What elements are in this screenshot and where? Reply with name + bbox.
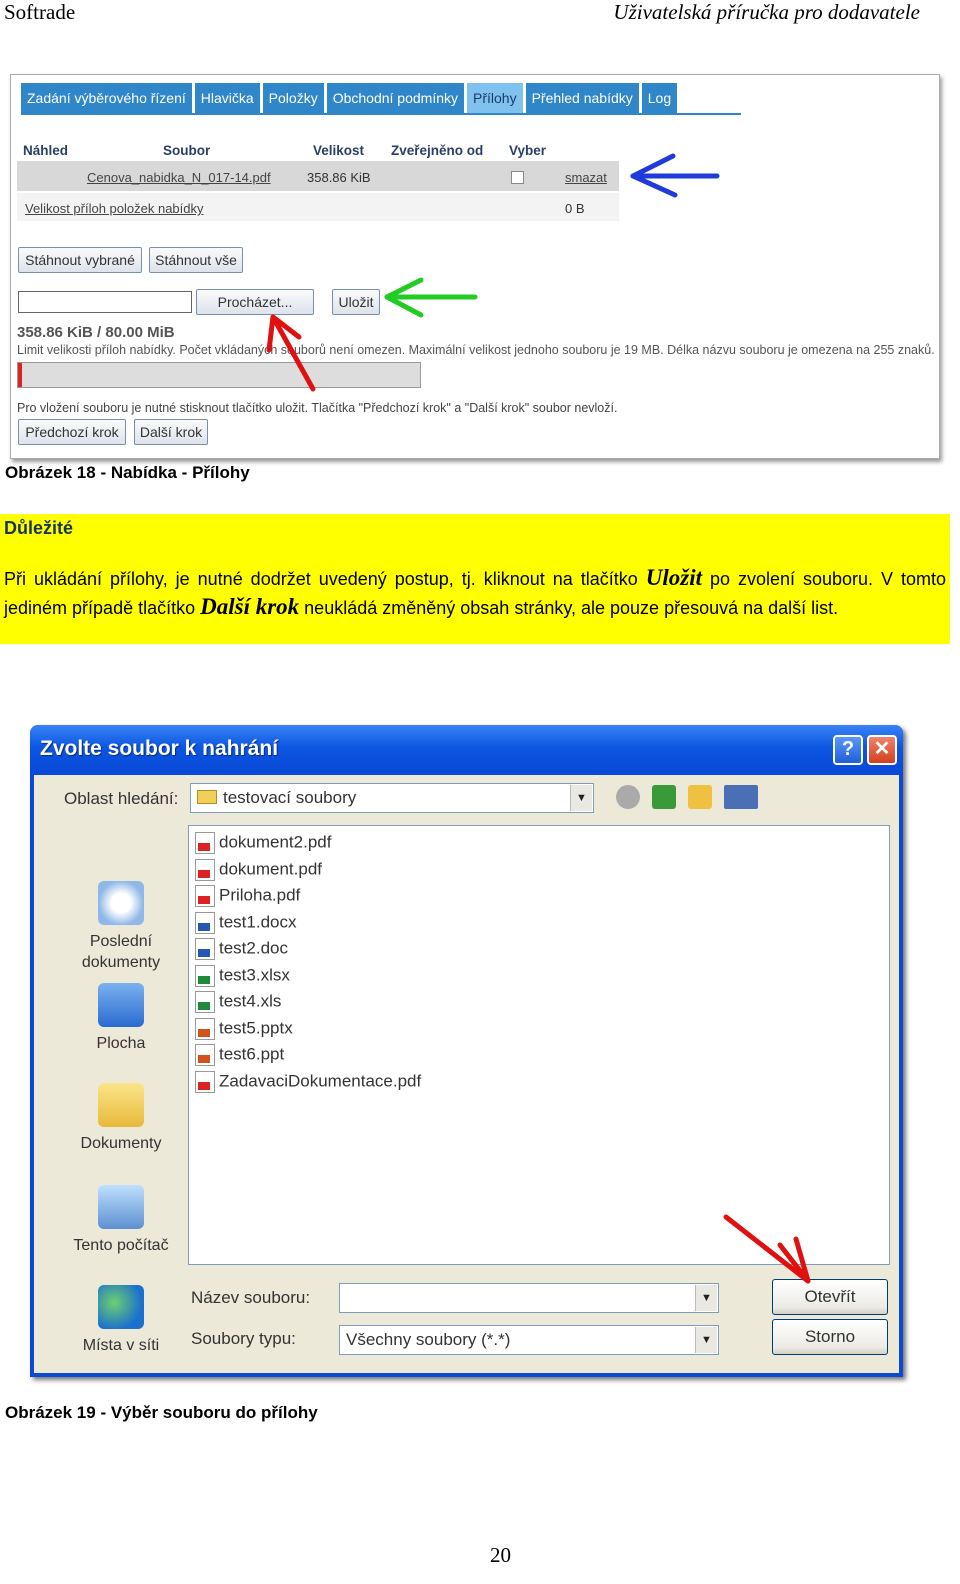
doc-file-icon	[195, 912, 215, 934]
item-attachments-size-link[interactable]: Velikost příloh položek nabídky	[25, 201, 204, 216]
xls-file-icon	[195, 965, 215, 987]
note-title: Důležité	[4, 518, 74, 538]
col-file: Soubor	[163, 143, 211, 158]
place-computer-label: Tento počítač	[73, 1237, 169, 1254]
up-folder-icon[interactable]	[652, 785, 676, 809]
place-recent-label: Poslední dokumenty	[81, 933, 161, 971]
list-item[interactable]	[195, 1071, 421, 1095]
list-item[interactable]	[195, 859, 322, 883]
tab-bar	[21, 83, 677, 113]
previous-step-button[interactable]: Předchozí krok	[18, 419, 126, 445]
place-network-label: Místa v síti	[82, 1337, 160, 1354]
note-text-1: Při ukládání přílohy, je nutné dodržet uvedený postup, tj. kliknout na tlačítko	[4, 569, 646, 589]
green-arrow-icon	[387, 280, 475, 315]
place-desktop[interactable]	[56, 983, 186, 1054]
close-button[interactable]: ✕	[867, 735, 897, 765]
file-name: test4.xls	[219, 991, 282, 1011]
network-icon	[98, 1285, 144, 1329]
place-documents[interactable]	[56, 1083, 186, 1154]
download-selected-button[interactable]: Stáhnout vybrané	[18, 247, 142, 273]
blue-arrow-icon	[633, 156, 717, 195]
filetype-value: Všechny soubory (*.*)	[346, 1330, 511, 1349]
pdf-file-icon	[195, 832, 215, 854]
size-info: 358.86 KiB / 80.00 MiB	[17, 324, 175, 341]
dialog-titlebar[interactable]	[30, 725, 903, 775]
file-name: test6.ppt	[219, 1044, 285, 1064]
cancel-button[interactable]: Storno	[772, 1319, 888, 1355]
filename-label: Název souboru:	[191, 1288, 311, 1307]
list-item[interactable]	[195, 1018, 293, 1042]
note-emphasis-next: Další krok	[200, 594, 300, 619]
next-step-button[interactable]: Další krok	[134, 419, 208, 445]
list-item[interactable]	[195, 938, 288, 962]
file-name: test3.xlsx	[219, 964, 290, 984]
tab-tender[interactable]: Zadání výběrového řízení	[21, 83, 192, 113]
chevron-down-icon[interactable]: ▼	[695, 1327, 717, 1353]
computer-icon	[98, 1185, 144, 1229]
note-body	[4, 564, 946, 622]
place-desktop-label: Plocha	[96, 1035, 146, 1052]
list-item[interactable]	[195, 991, 281, 1015]
col-select: Vyber	[509, 143, 547, 158]
dialog-body	[34, 775, 899, 1373]
pdf-file-icon	[195, 885, 215, 907]
col-published: Zveřejněno od	[391, 143, 484, 158]
figure-caption-19: Obrázek 19 - Výběr souboru do přílohy	[5, 1403, 318, 1422]
ppt-file-icon	[195, 1018, 215, 1040]
note-text-3: neukládá změněný obsah stránky, ale pouze přesouvá na další list.	[299, 598, 839, 618]
place-network[interactable]	[56, 1285, 186, 1356]
file-name: ZadavaciDokumentace.pdf	[219, 1070, 422, 1090]
chevron-down-icon[interactable]: ▼	[570, 785, 592, 811]
tab-overview[interactable]: Přehled nabídky	[526, 83, 639, 113]
important-note	[0, 514, 950, 644]
file-name: test2.doc	[219, 938, 288, 958]
hint-text: Pro vložení souboru je nutné stisknout tlačítko uložit. Tlačítka "Předchozí krok" a "Další krok" soubor nevloží.	[17, 401, 618, 415]
open-button[interactable]: Otevřít	[772, 1279, 888, 1315]
limit-text: Limit velikosti příloh nabídky. Počet vkládaných souborů není omezen. Maximální velikost jednoho souboru je 19 MB. Délka názvu souboru je omezena na 255 znaků.	[17, 343, 935, 357]
file-name: dokument2.pdf	[219, 832, 332, 852]
file-name: Priloha.pdf	[219, 885, 301, 905]
attachments-screenshot	[10, 74, 940, 459]
page-number: 20	[490, 1543, 511, 1567]
file-name: test1.docx	[219, 911, 297, 931]
list-item[interactable]	[195, 885, 300, 909]
documents-folder-icon	[98, 1083, 144, 1127]
new-folder-icon[interactable]	[688, 785, 712, 809]
header-company: Softrade	[4, 0, 76, 24]
note-text-2: po zvolení souboru. V tomto jediném případě tlačítko	[4, 569, 946, 618]
filetype-label: Soubory typu:	[191, 1329, 296, 1348]
look-in-combo[interactable]	[190, 783, 594, 813]
col-size: Velikost	[313, 143, 365, 158]
tab-header[interactable]: Hlavička	[195, 83, 260, 113]
note-emphasis-save: Uložit	[645, 565, 702, 590]
file-list[interactable]	[188, 825, 890, 1265]
file-link[interactable]: Cenova_nabidka_N_017-14.pdf	[87, 170, 271, 185]
place-recent[interactable]	[56, 881, 186, 973]
file-path-input[interactable]	[18, 291, 192, 313]
chevron-down-icon[interactable]: ▼	[695, 1285, 717, 1311]
filename-combo[interactable]	[339, 1283, 719, 1313]
desktop-icon	[98, 983, 144, 1027]
doc-file-icon	[195, 938, 215, 960]
place-documents-label: Dokumenty	[80, 1135, 162, 1152]
size-progress-fill	[18, 363, 22, 387]
filetype-combo[interactable]	[339, 1325, 719, 1355]
dialog-title: Zvolte soubor k nahrání	[40, 737, 279, 760]
file-size: 358.86 KiB	[307, 170, 371, 185]
size-progress-bar	[17, 362, 421, 388]
list-item[interactable]	[195, 832, 331, 856]
download-all-button[interactable]: Stáhnout vše	[149, 247, 243, 273]
tab-underline	[21, 113, 741, 115]
header-doc-title: Uživatelská příručka pro dodavatele	[613, 0, 920, 24]
tab-items[interactable]: Položky	[263, 83, 324, 113]
tab-terms[interactable]: Obchodní podmínky	[327, 83, 464, 113]
help-button[interactable]: ?	[833, 735, 863, 765]
folder-icon	[197, 790, 217, 804]
file-name: dokument.pdf	[219, 858, 323, 878]
file-name: test5.pptx	[219, 1017, 293, 1037]
file-open-dialog	[30, 725, 903, 1377]
recent-documents-icon	[98, 881, 144, 925]
xls-file-icon	[195, 991, 215, 1013]
browse-button[interactable]: Procházet...	[196, 289, 314, 315]
pdf-file-icon	[195, 859, 215, 881]
ppt-file-icon	[195, 1044, 215, 1066]
list-item[interactable]	[195, 912, 297, 936]
look-in-label: Oblast hledání:	[64, 789, 179, 808]
look-in-value: testovací soubory	[223, 788, 357, 807]
col-preview: Náhled	[23, 143, 69, 158]
tab-attachments[interactable]: Přílohy	[467, 83, 523, 113]
figure-caption-18: Obrázek 18 - Nabídka - Přílohy	[5, 463, 250, 482]
list-item[interactable]	[195, 1044, 284, 1068]
pdf-file-icon	[195, 1071, 215, 1093]
view-menu-icon[interactable]	[724, 785, 758, 809]
item-attachments-size: 0 B	[565, 201, 585, 216]
tab-log[interactable]: Log	[642, 83, 677, 113]
delete-link[interactable]: smazat	[565, 170, 607, 185]
select-checkbox[interactable]	[511, 171, 524, 184]
place-computer[interactable]	[56, 1185, 186, 1256]
back-icon[interactable]	[616, 785, 640, 809]
list-item[interactable]	[195, 965, 290, 989]
save-button[interactable]: Uložit	[332, 289, 380, 315]
